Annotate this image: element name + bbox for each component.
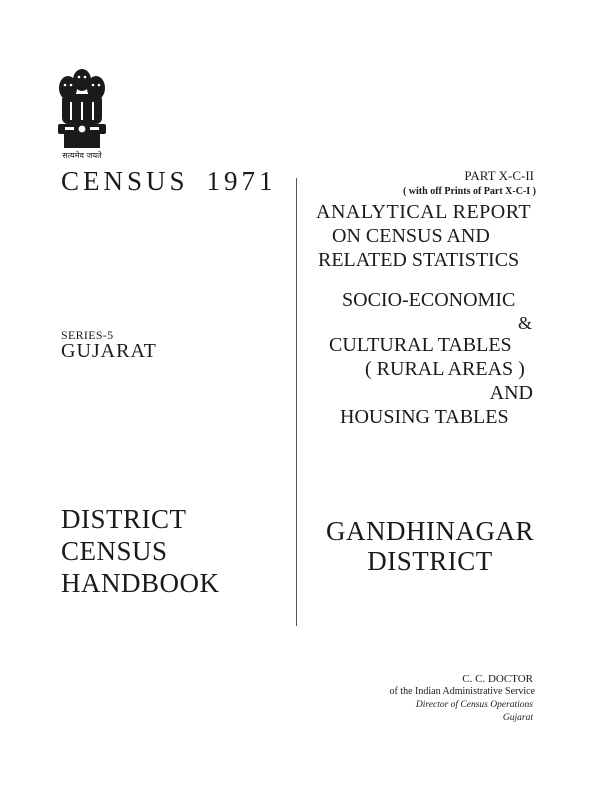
census-word: CENSUS [61,166,189,196]
handbook-line: CENSUS [61,536,168,566]
report-line: ON CENSUS AND [332,225,490,247]
handbook-line: HANDBOOK [61,568,220,598]
signatory-service: of the Indian Administrative Service [389,686,535,697]
report-line: ANALYTICAL REPORT [316,201,532,223]
part-note: ( with off Prints of Part X-C-I ) [402,186,536,197]
signatory-designation: Director of Census Operations [415,700,533,710]
tables-line: ( RURAL AREAS ) [365,358,525,380]
district-line: DISTRICT [367,546,493,576]
state-emblem-icon [50,62,114,162]
district-line: GANDHINAGAR [326,516,534,546]
part-label: PART X-C-II [464,168,534,183]
tables-line: HOUSING TABLES [340,406,509,428]
handbook-title [61,503,220,599]
tables-line: SOCIO-ECONOMIC [342,289,516,311]
emblem-motto: सत्यमेव जयते [62,151,102,160]
tables-ampersand: & [517,313,532,333]
tables-line: AND [489,382,533,404]
signatory-place: Gujarat [502,713,533,723]
handbook-line: DISTRICT [61,504,187,534]
signatory-name: C. C. DOCTOR [462,673,533,685]
report-line: RELATED STATISTICS [318,249,520,271]
state-name: GUJARAT [61,340,157,362]
census-title [61,166,277,197]
district-title [305,516,555,576]
column-divider [296,178,297,626]
census-year: 1971 [206,166,277,196]
series-label: SERIES-5 [61,328,114,342]
tables-line: CULTURAL TABLES [329,334,512,356]
